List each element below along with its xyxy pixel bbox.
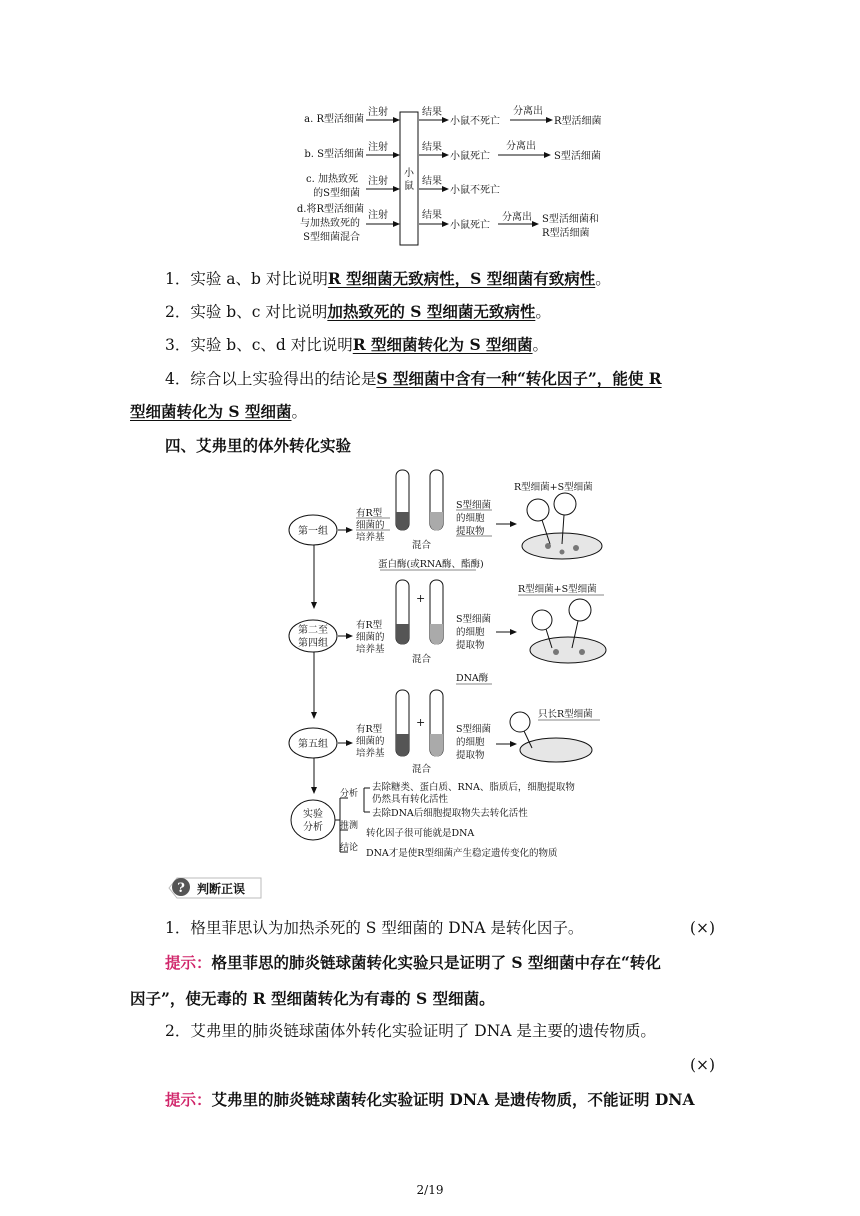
hint-1: 提示：格里菲思的肺炎链球菌转化实验只是证明了 S 型细菌中存在“转化: [165, 953, 661, 972]
mark-cross: (×): [690, 1056, 716, 1074]
judge-badge-label: 判断正误: [197, 882, 246, 896]
extract-label: 的细胞: [456, 513, 485, 524]
row-d-result: 结果: [422, 210, 442, 221]
answer-underline: S 型细菌中含有一种“转化因子”，能使 R: [376, 369, 662, 388]
medium-label: 有R型: [356, 724, 383, 735]
mix-label: 混合: [412, 654, 432, 665]
extract-label: 提取物: [456, 640, 485, 651]
row-d-label: S型细菌混合: [303, 232, 360, 243]
answer-underline: R 型细菌转化为 S 型细菌: [352, 335, 533, 354]
medium-label: 培养基: [356, 748, 385, 759]
extract-label: 提取物: [456, 750, 485, 761]
extract-label: 的细胞: [456, 737, 485, 748]
medium-label: 有R型: [356, 620, 383, 631]
avery-experiment-diagram: [280, 468, 620, 863]
medium-label: 细菌的: [356, 736, 385, 747]
hint-2: 提示：艾弗里的肺炎链球菌转化实验证明 DNA 是遗传物质，不能证明 DNA: [165, 1090, 695, 1109]
row-d-label: d.将R型活细菌: [296, 204, 364, 215]
hint-label: 提示：: [165, 1090, 212, 1109]
judge-badge: [165, 875, 265, 901]
row-d-sep: 分离出: [502, 212, 532, 223]
row-c-outcome: 小鼠不死亡: [450, 185, 500, 196]
extract-label: 提取物: [456, 526, 485, 537]
medium-label: 培养基: [356, 644, 385, 655]
group-1-label: 第一组: [298, 526, 328, 537]
petri-dish-2: [530, 637, 606, 663]
mouse-box-char: 鼠: [404, 181, 414, 192]
conclusion-text: DNA才是使R型细菌产生稳定遗传变化的物质: [366, 848, 558, 859]
row-a-final: R型活细菌: [554, 116, 602, 127]
section-heading: 四、艾弗里的体外转化实验: [165, 436, 352, 455]
mix-label: 混合: [412, 540, 432, 551]
hint-1-cont: 因子”，使无毒的 R 型细菌转化为有毒的 S 型细菌。: [130, 989, 495, 1008]
row-d-outcome: 小鼠死亡: [450, 220, 490, 231]
analysis-node-label: 分析: [303, 822, 323, 833]
infer-label: 推测: [340, 821, 359, 831]
row-c-label: c. 加热致死: [306, 174, 358, 185]
medium-label: 细菌的: [356, 520, 385, 531]
mark-cross: (×): [689, 919, 715, 937]
extract-label: S型细菌: [456, 500, 492, 511]
griffith-experiment-diagram: [280, 100, 620, 250]
point-1: 1．实验 a、b 对比说明R 型细菌无致病性，S 型细菌有致病性。: [165, 269, 611, 288]
row-b-outcome: 小鼠死亡: [450, 151, 490, 162]
point-4-cont: 型细菌转化为 S 型细菌。: [130, 402, 308, 421]
medium-label: 细菌的: [356, 632, 385, 643]
row-a-outcome: 小鼠不死亡: [450, 116, 500, 127]
hint-label: 提示：: [165, 953, 212, 972]
group-5-label: 第五组: [298, 739, 328, 750]
row-d-final: S型活细菌和: [542, 214, 599, 225]
judge-item-2-mark: [690, 1049, 740, 1082]
row-a-inject: 注射: [368, 107, 388, 118]
point-4: 4．综合以上实验得出的结论是S 型细菌中含有一种“转化因子”，能使 R: [165, 369, 662, 388]
row-d-final: R型活细菌: [542, 228, 590, 239]
point-3: 3．实验 b、c、d 对比说明R 型细菌转化为 S 型细菌。: [165, 335, 549, 354]
row-b-result: 结果: [422, 142, 442, 153]
enzyme-1-label: 蛋白酶(或RNA酶、酯酶): [378, 559, 484, 570]
plus-sign: +: [416, 592, 426, 605]
point-2: 2．实验 b、c 对比说明加热致死的 S 型细菌无致病性。: [165, 302, 551, 321]
petri-dish-3: [520, 738, 592, 762]
enzyme-2-label: DNA酶: [456, 673, 489, 684]
conclusion-label: 结论: [340, 843, 359, 853]
svg-text:?: ?: [177, 881, 185, 896]
result-3: 只长R型细菌: [538, 709, 593, 720]
row-d-label: 与加热致死的: [300, 218, 360, 229]
medium-label: 培养基: [356, 532, 385, 543]
result-1: R型细菌+S型细菌: [514, 482, 593, 493]
analysis-line1: 去除糖类、蛋白质、RNA、脂质后，细胞提取物: [372, 782, 575, 793]
row-b-final: S型活细菌: [554, 151, 601, 162]
answer-underline: 型细菌转化为 S 型细菌: [130, 402, 292, 421]
judge-item-1: 1．格里菲思认为加热杀死的 S 型细菌的 DNA 是转化因子。 (×): [165, 912, 745, 945]
row-b-label: b. S型活细菌: [304, 149, 364, 160]
analysis-line1b: 仍然具有转化活性: [372, 794, 449, 805]
extract-label: S型细菌: [456, 614, 492, 625]
answer-underline: R 型细菌无致病性，S 型细菌有致病性: [327, 269, 596, 288]
analysis-node: [291, 800, 335, 840]
analysis-label: 分析: [340, 789, 359, 799]
row-b-inject: 注射: [368, 142, 388, 153]
analysis-node-label: 实验: [303, 809, 323, 820]
answer-underline: 加热致死的 S 型细菌无致病性: [327, 302, 536, 321]
row-c-result: 结果: [422, 176, 442, 187]
mix-label: 混合: [412, 764, 432, 775]
analysis-line2: 去除DNA后细胞提取物失去转化活性: [372, 808, 528, 819]
page-number: 2/19: [416, 1183, 444, 1197]
row-b-sep: 分离出: [506, 141, 536, 152]
medium-label: 有R型: [356, 508, 383, 519]
result-2: R型细菌+S型细菌: [518, 584, 597, 595]
row-d-inject: 注射: [368, 210, 388, 221]
row-a-sep: 分离出: [513, 106, 543, 117]
extract-label: 的细胞: [456, 627, 485, 638]
infer-text: 转化因子很可能就是DNA: [366, 828, 475, 839]
extract-label: S型细菌: [456, 724, 492, 735]
row-a-result: 结果: [422, 107, 442, 118]
judge-item-2: 2．艾弗里的肺炎链球菌体外转化实验证明了 DNA 是主要的遗传物质。: [165, 1022, 656, 1040]
group-2-label: 第四组: [298, 638, 328, 649]
row-a-label: a. R型活细菌: [304, 114, 364, 125]
plus-sign: +: [416, 716, 426, 729]
row-c-label: 的S型细菌: [313, 188, 360, 199]
mouse-box-char: 小: [404, 168, 414, 179]
group-2-label: 第二至: [298, 625, 328, 636]
row-c-inject: 注射: [368, 176, 388, 187]
